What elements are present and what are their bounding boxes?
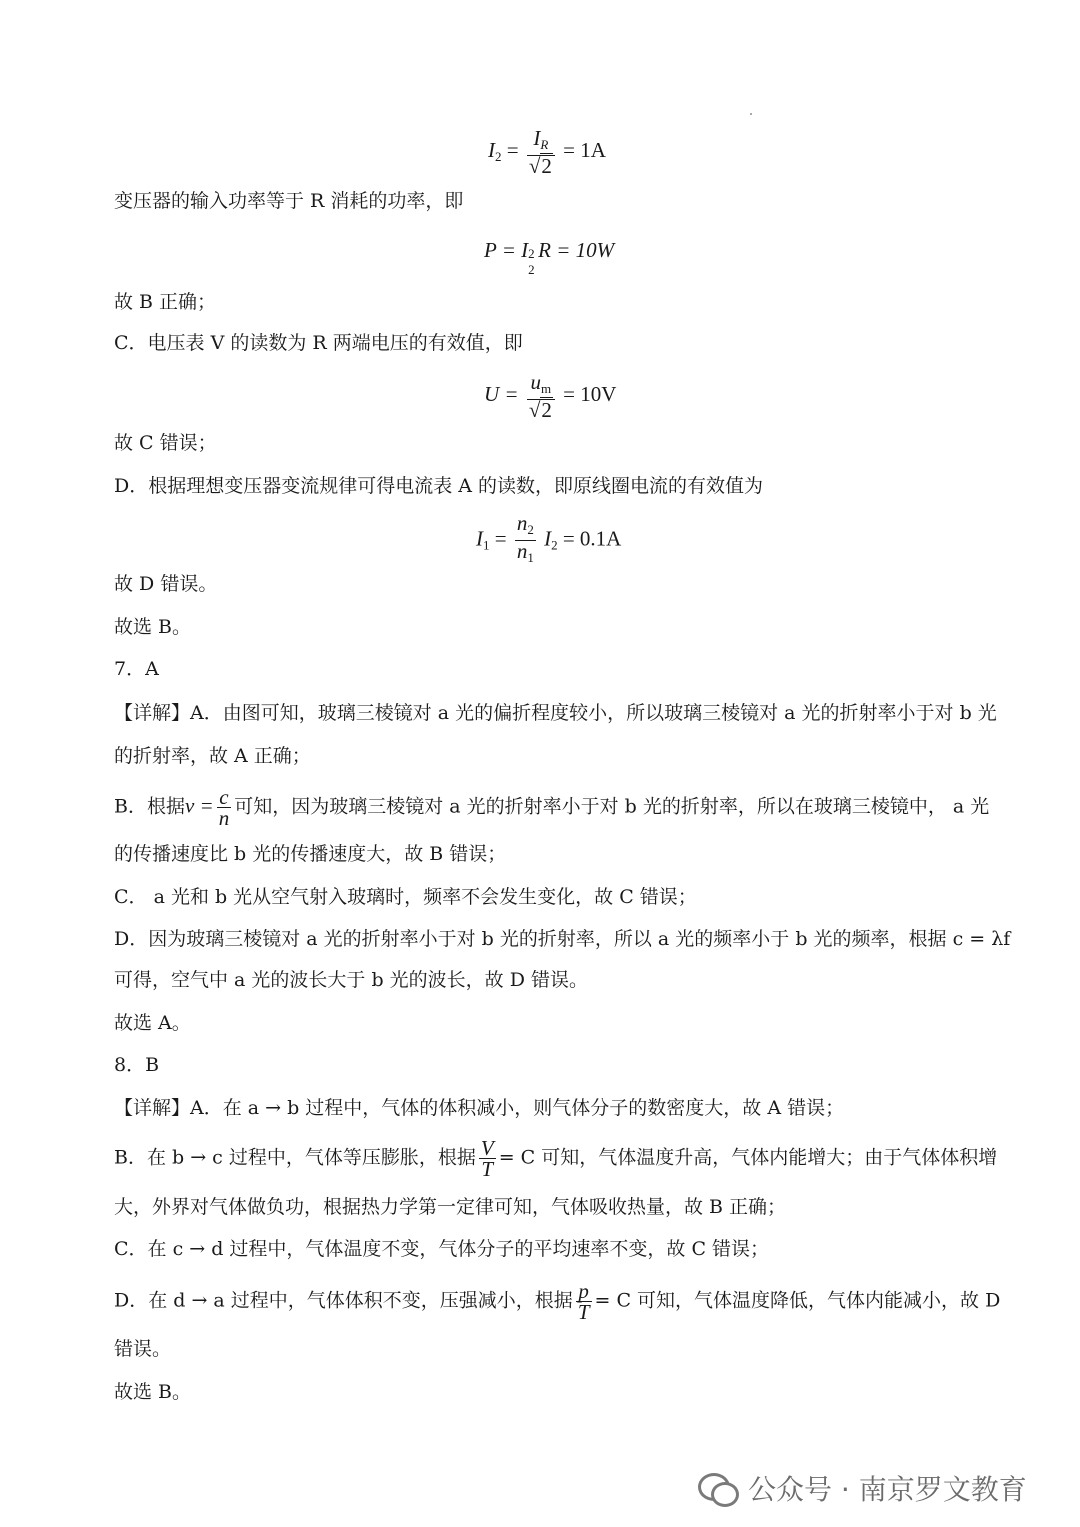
q8-detail-a: 【详解】A．在 a → b 过程中，气体的体积减小，则气体分子的数密度大，故 A 错误； (114, 1097, 845, 1119)
equation-power: P = I 2 2 R = 10W (484, 238, 615, 277)
text-c-wrong: 故 C 错误； (114, 432, 217, 454)
text-d-wrong: 故 D 错误。 (114, 573, 218, 595)
equation-i2: $I_2$ = $\frac{I_R}{√2}$ = 1A (488, 126, 606, 178)
text-b-correct: 故 B 正确； (114, 291, 217, 313)
q8-detail-d-line2: 错误。 (114, 1338, 172, 1360)
watermark (698, 1466, 1027, 1510)
q8-detail-b-line2: 大，外界对气体做负功，根据热力学第一定律可知，气体吸收热量，故 B 正确； (114, 1196, 787, 1218)
q7-detail-c: C． a 光和 b 光从空气射入玻璃时，频率不会发生变化，故 C 错误； (114, 886, 697, 908)
q7-detail-a-line1: 【详解】A．由图可知，玻璃三棱镜对 a 光的偏折程度较小，所以玻璃三棱镜对 a 光的折射率小于对 b 光 (114, 702, 997, 724)
q7-choose: 故选 A。 (114, 1012, 191, 1034)
q8-detail-c: C．在 c → d 过程中，气体温度不变，气体分子的平均速率不变，故 C 错误； (114, 1238, 770, 1260)
q7-detail-d-line1: D．因为玻璃三棱镜对 a 光的折射率小于对 b 光的折射率，所以 a 光的频率小于 b 光的频率，根据 c = λf (114, 928, 1011, 950)
q8-detail-b-line1: B．在 b → c 过程中，气体等压膨胀，根据 $\frac{V}{T}$ = C 可知，气体温度升高，气体内能增大；由于气体体积增 (114, 1136, 998, 1181)
text-choose-b: 故选 B。 (114, 616, 192, 638)
wechat-icon (698, 1471, 738, 1505)
q8-detail-d-line1: D．在 d → a 过程中，气体体积不变，压强减小，根据 $\frac{p}{T}$ = C 可知，气体温度降低，气体内能减小，故 D (114, 1279, 1001, 1324)
equation-voltage: U = $\frac{u_m}{√2}$ = 10V (484, 370, 617, 422)
equation-i1: $I_1$ = $\frac{n_2}{n_1}$ $I_2 = 0.1A$ (476, 511, 622, 565)
question-8-answer: 8．B (114, 1054, 160, 1076)
scan-dot (750, 113, 752, 115)
q7-detail-b-line1: B．根据v = $\frac{c}{n}$ 可知，因为玻璃三棱镜对 a 光的折射率小于对 b 光的折射率，所以在玻璃三棱镜中， a 光 (114, 785, 990, 830)
watermark-text: 公众号 · 南京罗文教育 (748, 1473, 1027, 1506)
text-power: 变压器的输入功率等于 R 消耗的功率，即 (114, 190, 464, 212)
q7-detail-a-line2: 的折射率，故 A 正确； (114, 745, 311, 767)
q8-choose: 故选 B。 (114, 1381, 192, 1403)
question-7-answer: 7．A (114, 658, 159, 680)
q7-detail-b-line2: 的传播速度比 b 光的传播速度大，故 B 错误； (114, 843, 507, 865)
text-option-d: D．根据理想变压器变流规律可得电流表 A 的读数，即原线圈电流的有效值为 (114, 475, 764, 497)
text-option-c: C．电压表 V 的读数为 R 两端电压的有效值，即 (114, 332, 523, 354)
q7-detail-d-line2: 可得，空气中 a 光的波长大于 b 光的波长，故 D 错误。 (114, 969, 588, 991)
